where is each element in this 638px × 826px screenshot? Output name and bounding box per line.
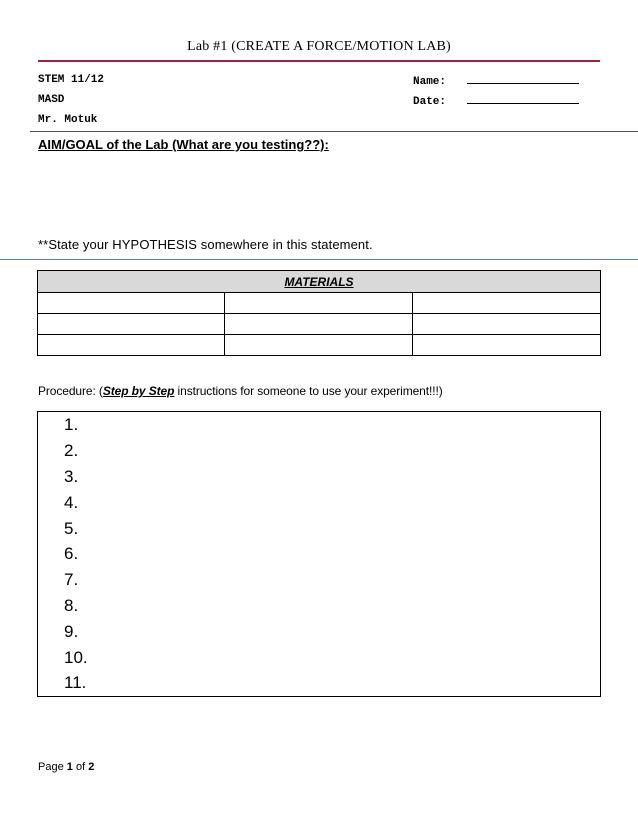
teacher-label: Mr. Motuk xyxy=(38,114,98,126)
table-row xyxy=(38,644,601,670)
materials-cell[interactable] xyxy=(412,293,600,314)
materials-cell[interactable] xyxy=(412,335,600,356)
table-row xyxy=(38,670,601,696)
materials-cell[interactable] xyxy=(225,335,412,356)
step-number[interactable]: 11. xyxy=(38,670,601,696)
table-row xyxy=(38,567,601,593)
procedure-suffix: instructions for someone to use your experiment!!!) xyxy=(174,384,443,398)
table-row xyxy=(38,515,601,541)
table-row xyxy=(38,335,601,356)
materials-table xyxy=(37,270,601,356)
step-number[interactable]: 5. xyxy=(38,515,601,541)
procedure-steps-table xyxy=(37,411,601,697)
table-row xyxy=(38,464,601,490)
footer-of-word: of xyxy=(75,761,86,773)
name-label: Name: xyxy=(413,76,447,88)
step-number[interactable]: 3. xyxy=(38,464,601,490)
step-number[interactable]: 9. xyxy=(38,618,601,644)
date-blank[interactable] xyxy=(467,94,579,104)
table-row xyxy=(38,593,601,619)
footer-total-pages: 2 xyxy=(88,761,95,773)
aim-heading: AIM/GOAL of the Lab (What are you testing??): xyxy=(38,137,329,152)
header-divider xyxy=(30,131,638,132)
step-number[interactable]: 6. xyxy=(38,541,601,567)
school-label: MASD xyxy=(38,94,65,106)
table-row xyxy=(38,618,601,644)
table-row xyxy=(38,412,601,438)
hypothesis-note: **State your HYPOTHESIS somewhere in this statement. xyxy=(38,237,373,252)
table-row xyxy=(38,293,601,314)
procedure-label xyxy=(38,384,443,398)
step-number[interactable]: 8. xyxy=(38,593,601,619)
table-row xyxy=(38,314,601,335)
name-blank[interactable] xyxy=(467,74,579,84)
procedure-emphasis: Step by Step xyxy=(102,384,175,398)
table-row xyxy=(38,489,601,515)
step-number[interactable]: 10. xyxy=(38,644,601,670)
table-row xyxy=(38,438,601,464)
course-label: STEM 11/12 xyxy=(38,74,105,86)
materials-heading: MATERIALS xyxy=(38,271,601,293)
footer-current-page: 1 xyxy=(66,761,73,773)
page-title: Lab #1 (CREATE A FORCE/MOTION LAB) xyxy=(187,39,451,54)
date-row xyxy=(413,94,579,108)
step-number[interactable]: 4. xyxy=(38,489,601,515)
step-number[interactable]: 7. xyxy=(38,567,601,593)
materials-cell[interactable] xyxy=(38,314,225,335)
step-number[interactable]: 1. xyxy=(38,412,601,438)
section-divider xyxy=(0,259,638,260)
date-label: Date: xyxy=(413,96,447,108)
materials-cell[interactable] xyxy=(38,293,225,314)
footer-page-word: Page xyxy=(38,761,64,773)
procedure-prefix: Procedure: ( xyxy=(38,384,103,398)
page-footer xyxy=(38,761,94,773)
step-number[interactable]: 2. xyxy=(38,438,601,464)
materials-cell[interactable] xyxy=(225,293,412,314)
materials-cell[interactable] xyxy=(38,335,225,356)
materials-cell[interactable] xyxy=(225,314,412,335)
table-row xyxy=(38,541,601,567)
name-row xyxy=(413,74,579,88)
title-divider xyxy=(38,60,600,62)
materials-cell[interactable] xyxy=(412,314,600,335)
